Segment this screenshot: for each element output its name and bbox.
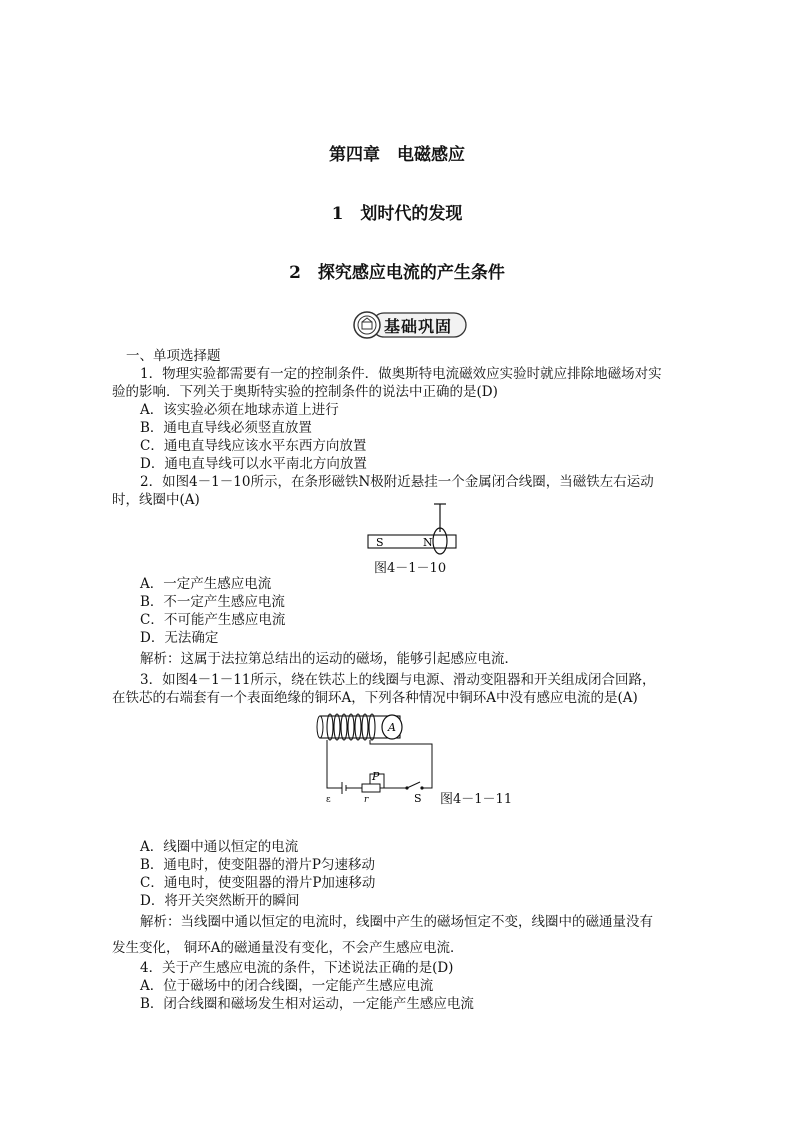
circuit-wires (327, 740, 432, 794)
magnet-n-label: N (423, 536, 433, 549)
q3-option-c: C．通电时，使变阻器的滑片P加速移动 (140, 875, 376, 891)
figure-4-1-10 (360, 498, 460, 556)
q2-option-b: B．不一定产生感应电流 (140, 594, 285, 610)
figure-4-1-11-caption: 图4－1－11 (440, 792, 513, 807)
q3-option-d: D．将开关突然断开的瞬间 (140, 893, 300, 909)
switch-s-label: S (414, 792, 422, 805)
q4-option-a: A．位于磁场中的闭合线圈，一定能产生感应电流 (140, 978, 434, 994)
emf-label: ε (326, 795, 331, 805)
figure-4-1-10-caption: 图4－1－10 (374, 561, 447, 576)
q2-analysis: 解析：这属于法拉第总结出的运动的磁场，能够引起感应电流． (140, 651, 518, 667)
ring-a-label: A (388, 721, 396, 734)
q3-option-b: B．通电时，使变阻器的滑片P匀速移动 (140, 857, 376, 873)
q2-stem-line2: 时，线圈中(A) (112, 492, 200, 508)
chapter-title: 第四章 电磁感应 (329, 145, 465, 165)
resistance-r-label: r (364, 795, 369, 805)
slider-p-label: P (372, 770, 380, 783)
part-title: 一、单项选择题 (126, 348, 221, 364)
q4-option-b: B．闭合线圈和磁场发生相对运动，一定能产生感应电流 (140, 996, 474, 1012)
q3-analysis-line1: 解析：当线圈中通以恒定的电流时，线圈中产生的磁场恒定不变，线圈中的磁通量没有 (140, 914, 653, 930)
badge-label: 基础巩固 (384, 317, 453, 336)
section-title-1: 1 划时代的发现 (331, 204, 463, 224)
q2-stem-line1: 2．如图4－1－10所示，在条形磁铁N极附近悬挂一个金属闭合线圈，当磁铁左右运动 (140, 474, 654, 490)
q4-stem: 4．关于产生感应电流的条件，下述说法正确的是(D) (140, 960, 454, 976)
q3-stem-line1: 3．如图4－1－11所示，绕在铁芯上的线圈与电源、滑动变阻器和开关组成闭合回路， (140, 672, 656, 688)
seal-emblem-icon (354, 312, 380, 338)
q2-option-c: C．不可能产生感应电流 (140, 612, 286, 628)
q1-option-a: A．该实验必须在地球赤道上进行 (140, 402, 339, 418)
section-title-2: 2 探究感应电流的产生条件 (289, 263, 505, 283)
magnet-s-label: S (376, 536, 384, 549)
q3-stem-line2: 在铁芯的右端套有一个表面绝缘的铜环A，下列各种情况中铜环A中没有感应电流的是(A) (112, 690, 638, 706)
q3-option-a: A．线圈中通以恒定的电流 (140, 839, 299, 855)
q1-option-d: D．通电直导线可以水平南北方向放置 (140, 456, 367, 472)
q1-stem-line2: 验的影响．下列关于奥斯特实验的控制条件的说法中正确的是(D) (112, 384, 498, 400)
q2-option-d: D．无法确定 (140, 630, 219, 646)
basic-consolidation-badge (352, 310, 468, 340)
q2-option-a: A．一定产生感应电流 (140, 576, 272, 592)
q1-option-b: B．通电直导线必须竖直放置 (140, 420, 312, 436)
q1-stem-line1: 1．物理实验都需要有一定的控制条件．做奥斯特电流磁效应实验时就应排除地磁场对实 (140, 366, 662, 382)
q3-analysis-line2: 发生变化， 铜环A的磁通量没有变化，不会产生感应电流． (112, 940, 464, 956)
q1-option-c: C．通电直导线应该水平东西方向放置 (140, 438, 367, 454)
